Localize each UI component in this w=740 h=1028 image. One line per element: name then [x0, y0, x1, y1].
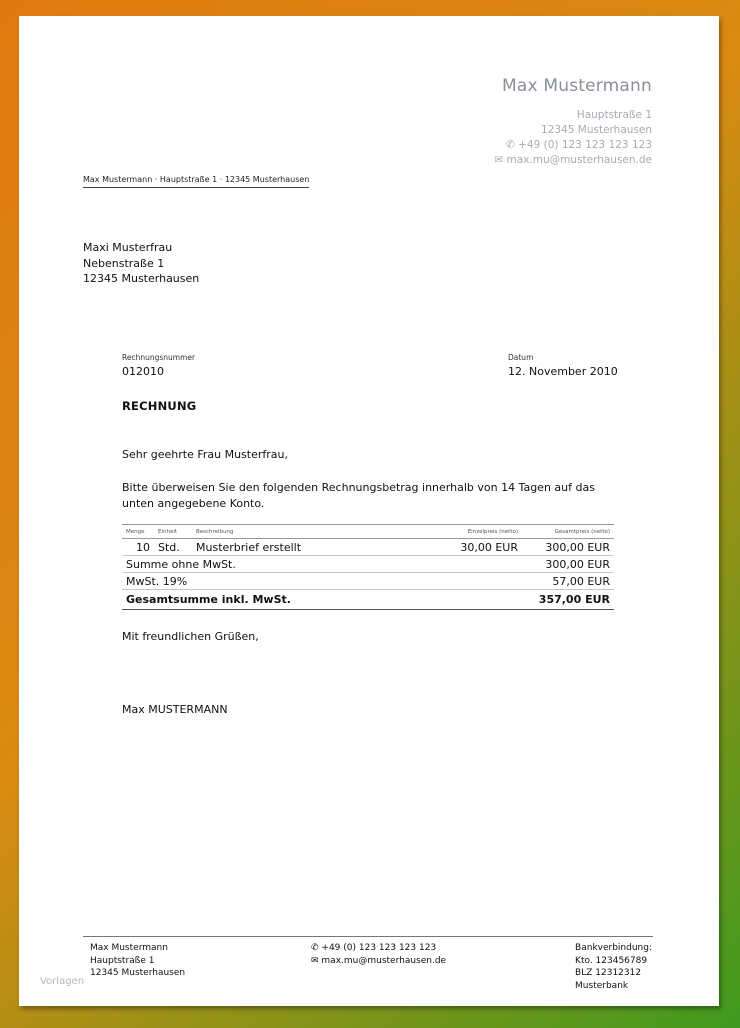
subject: RECHNUNG — [122, 399, 197, 413]
footer-blz: BLZ 12312312 — [575, 968, 642, 978]
sender-name: Max Mustermann — [502, 76, 652, 96]
subtotal-value: 300,00 EUR — [522, 556, 614, 573]
item-unit-price: 30,00 EUR — [424, 539, 522, 556]
grand-total-row — [122, 590, 614, 610]
item-description: Musterbrief erstellt — [192, 539, 424, 556]
vat-row — [122, 573, 614, 590]
footer-contact — [311, 942, 446, 967]
recipient-city: 12345 Musterhausen — [83, 272, 200, 285]
vat-value: 57,00 EUR — [522, 573, 614, 590]
invoice-number-label: Rechnungsnummer — [122, 353, 196, 362]
col-quantity-header: Menge — [122, 525, 154, 539]
body-text: Bitte überweisen Sie den folgenden Rechnungsbetrag innerhalb von 14 Tagen auf das unten angegebene Konto. — [122, 481, 595, 510]
item-total: 300,00 EUR — [522, 539, 614, 556]
item-qty: 10 — [122, 539, 154, 556]
phone-icon: ✆ — [505, 139, 519, 151]
invoice-page — [19, 16, 719, 1006]
col-unit-price-header: Einzelpreis (netto) — [424, 525, 522, 539]
signer-name: Max MUSTERMANN — [122, 703, 228, 716]
envelope-icon: ✉ — [494, 154, 507, 166]
footer-address — [90, 942, 185, 980]
sender-email: ✉ max.mu@musterhausen.de — [494, 154, 652, 166]
footer-account: Kto. 123456789 — [575, 955, 648, 966]
grand-total-value: 357,00 EUR — [522, 590, 614, 610]
footer-phone: ✆ +49 (0) 123 123 123 123 — [311, 943, 437, 953]
footer-email: ✉ max.mu@musterhausen.de — [311, 955, 447, 966]
salutation: Sehr geehrte Frau Musterfrau, — [122, 448, 288, 461]
footer-name: Max Mustermann — [90, 943, 168, 953]
footer-city: 12345 Musterhausen — [90, 968, 186, 978]
subtotal-label: Summe ohne MwSt. — [122, 556, 522, 573]
table-header-row — [122, 525, 614, 539]
col-total-header: Gesamtpreis (netto) — [522, 525, 614, 539]
closing: Mit freundlichen Grüßen, — [122, 630, 259, 643]
recipient-street: Nebenstraße 1 — [83, 256, 165, 270]
sender-city: 12345 Musterhausen — [541, 124, 652, 136]
return-address-line: Max Mustermann · Hauptstraße 1 · 12345 Musterhausen — [83, 175, 309, 188]
date-label: Datum — [508, 353, 534, 362]
sender-street: Hauptstraße 1 — [576, 109, 652, 121]
invoice-table — [122, 524, 614, 610]
footer-bank — [575, 942, 652, 992]
footer-divider — [83, 936, 653, 937]
grand-total-label: Gesamtsumme inkl. MwSt. — [122, 590, 522, 610]
envelope-icon: ✉ — [311, 955, 322, 966]
invoice-date: 12. November 2010 — [508, 365, 618, 378]
sender-phone: ✆ +49 (0) 123 123 123 123 — [505, 139, 652, 151]
date-block — [508, 353, 618, 378]
footer-street: Hauptstraße 1 — [90, 955, 155, 966]
invoice-number: 012010 — [122, 365, 164, 378]
subtotal-row — [122, 556, 614, 573]
footer-bank-label: Bankverbindung: — [575, 943, 652, 953]
watermark: Vorlagen — [40, 976, 85, 987]
footer-bank-name: Musterbank — [575, 980, 629, 991]
recipient-address — [83, 240, 199, 287]
table-row — [122, 539, 614, 556]
vat-label: MwSt. 19% — [122, 573, 522, 590]
sender-address — [494, 108, 652, 168]
recipient-name: Maxi Musterfrau — [83, 241, 173, 254]
phone-icon: ✆ — [311, 943, 322, 953]
item-unit: Std. — [154, 539, 192, 556]
col-description-header: Beschreibung — [192, 525, 424, 539]
col-unit-header: Einheit — [154, 525, 192, 539]
invoice-number-block — [122, 353, 195, 378]
